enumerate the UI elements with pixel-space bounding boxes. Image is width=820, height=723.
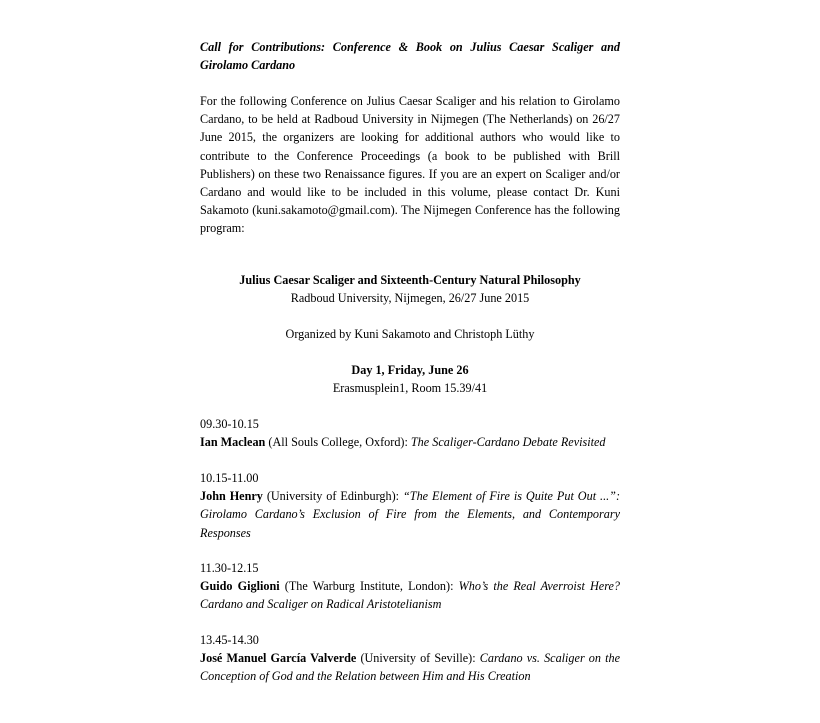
document-page bbox=[200, 0, 620, 723]
session-line bbox=[200, 649, 620, 667]
session-1 bbox=[200, 415, 620, 451]
intro-line: Sakamoto (kuni.sakamoto@gmail.com). The Nijmegen Conference has the following bbox=[200, 203, 620, 218]
session-time: 13.45-14.30 bbox=[200, 633, 259, 647]
session-talk-title-cont: Conception of God and the Relation between Him and His Creation bbox=[200, 669, 531, 684]
session-speaker: Guido Giglioni bbox=[200, 579, 280, 594]
session-3 bbox=[200, 559, 620, 614]
session-line bbox=[200, 487, 620, 505]
session-line bbox=[200, 577, 620, 595]
day-heading: Day 1, Friday, June 26 bbox=[351, 363, 469, 377]
session-affiliation: (The Warburg Institute, London): bbox=[279, 579, 459, 594]
session-talk-title: The Scaliger-Cardano Debate Revisited bbox=[410, 435, 606, 450]
session-talk-title: Who’s the Real Averroist Here? bbox=[458, 579, 621, 594]
intro-line: For the following Conference on Julius Caesar Scaliger and his relation to Girolamo bbox=[200, 94, 620, 108]
session-4 bbox=[200, 631, 620, 686]
session-talk-title-cont: Responses bbox=[200, 525, 251, 540]
session-talk-title-cont: Girolamo Cardano’s Exclusion of Fire from the Elements, and Contemporary bbox=[200, 507, 620, 522]
session-time: 11.30-12.15 bbox=[200, 561, 259, 575]
session-time: 09.30-10.15 bbox=[200, 417, 259, 431]
intro-line: Cardano and would like to be included in this volume, please contact Dr. Kuni bbox=[200, 185, 620, 200]
title-line-1: Call for Contributions: Conference & Book on Julius Caesar Scaliger and bbox=[200, 40, 620, 54]
intro-line: Cardano, to be held at Radboud University in Nijmegen (The Netherlands) on 26/27 bbox=[200, 112, 620, 127]
session-time: 10.15-11.00 bbox=[200, 471, 259, 485]
document-title bbox=[200, 38, 620, 74]
session-talk-title-cont: Cardano and Scaliger on Radical Aristotelianism bbox=[200, 597, 442, 612]
session-affiliation: (University of Seville): bbox=[356, 651, 480, 666]
session-affiliation: (All Souls College, Oxford): bbox=[265, 435, 411, 450]
session-line bbox=[200, 433, 620, 451]
session-speaker: Ian Maclean bbox=[200, 435, 266, 450]
conference-venue: Radboud University, Nijmegen, 26/27 June 2015 bbox=[290, 291, 530, 305]
intro-line: June 2015, the organizers are looking for additional authors who would like to bbox=[200, 130, 620, 145]
conference-name: Julius Caesar Scaliger and Sixteenth-Century Natural Philosophy bbox=[239, 273, 581, 287]
session-talk-title: Cardano vs. Scaliger on the bbox=[479, 651, 620, 666]
title-line-2: Girolamo Cardano bbox=[200, 58, 296, 73]
session-2 bbox=[200, 469, 620, 542]
intro-line: contribute to the Conference Proceedings (a book to be published with Brill bbox=[200, 148, 620, 163]
session-affiliation: (University of Edinburgh): bbox=[262, 489, 404, 504]
session-talk-title: “The Element of Fire is Quite Put Out ...”: bbox=[403, 489, 621, 504]
intro-paragraph bbox=[200, 92, 620, 238]
intro-line: program: bbox=[200, 221, 245, 236]
day-room: Erasmusplein1, Room 15.39/41 bbox=[332, 381, 488, 395]
session-speaker: José Manuel García Valverde bbox=[200, 651, 357, 666]
intro-line: Publishers) on these two Renaissance figures. If you are an expert on Scaliger and/or bbox=[200, 166, 620, 181]
session-speaker: John Henry bbox=[200, 489, 263, 504]
conference-organizers: Organized by Kuni Sakamoto and Christoph Lüthy bbox=[285, 327, 535, 341]
